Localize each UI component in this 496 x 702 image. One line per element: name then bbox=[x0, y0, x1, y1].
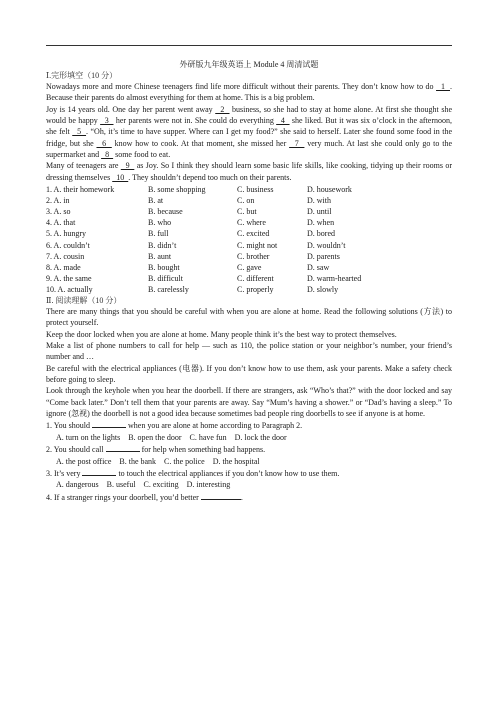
option-cell: C. brother bbox=[237, 251, 270, 261]
option-cell: 3. A. so bbox=[46, 207, 71, 217]
blank-7: 7 bbox=[289, 138, 305, 148]
option-cell: D. slowly bbox=[307, 284, 339, 294]
option-row bbox=[46, 251, 417, 262]
answer-blank bbox=[201, 491, 241, 500]
option-cell: 6. A. couldn’t bbox=[46, 240, 90, 250]
option-cell: 2. A. in bbox=[46, 196, 70, 206]
blank-9: 9 bbox=[120, 161, 135, 171]
option-row bbox=[46, 240, 417, 251]
reading-paragraph: Make a list of phone numbers to call for help — such as 110, the police station or your neighbor’s number, your friend’s number and … bbox=[46, 341, 452, 362]
option-row bbox=[46, 262, 417, 273]
option-cell: 9. A. the same bbox=[46, 273, 92, 283]
option-cell: C. business bbox=[237, 185, 274, 195]
cloze-paragraph-3: Many of teenagers are 9 as Joy. So I think they should learn some basic life skills, like cooking, tidying up their rooms or dressing themselves 10 . They shouldn’t depend too much on their parents. bbox=[46, 161, 453, 182]
option-cell: B. at bbox=[148, 196, 164, 206]
option-cell: C. gave bbox=[237, 262, 262, 272]
cloze-options-table bbox=[46, 184, 417, 295]
option-cell: B. didn’t bbox=[148, 240, 177, 250]
option-row bbox=[46, 273, 417, 284]
header-rule bbox=[46, 45, 452, 46]
cloze-paragraph-2: Joy is 14 years old. One day her parent went away 2 business, so she had to stay at home alone. At first she thought she would be happy 3 her parents were not in. She could do everything 4 she liked. But it was six o’clock in the afternoon, she felt 5 . “Oh, it’s time to have supper. Where can I get my food?” she said to herself. Later she found some food in the fridge, but she 6 know how to cook. At that moment, she missed her 7 very much. At last she could only go to the supermarket and 8 some food to eat. bbox=[46, 104, 453, 160]
option-cell: D. with bbox=[307, 196, 331, 206]
section-1-heading: Ⅰ.完形填空（10 分） bbox=[46, 71, 118, 80]
option-row bbox=[46, 217, 417, 228]
option-cell: B. bought bbox=[148, 262, 180, 272]
reading-paragraph: There are many things that you should be careful with when you are alone at home. Read the following solutions (方法) to protect yourself. bbox=[46, 307, 452, 328]
reading-paragraph: Look through the keyhole when you hear the doorbell. If there are strangers, ask “Who’s that?” with the door locked and say “Come back later.” Don’t tell them that your parents are away. Say “Mum’s having a shower.” or “Dad’s having a sleep.” To ignore (忽视) the doorbell is not a good idea because sometimes bad people ring doorbells to see if anyone is at home. bbox=[46, 386, 452, 419]
question-3: 3. It’s very to touch the electrical appliances if you don’t know how to use them. bbox=[46, 468, 340, 478]
option-cell: B. some shopping bbox=[148, 185, 206, 195]
option-cell: 10. A. actually bbox=[46, 284, 93, 294]
option-row bbox=[46, 195, 417, 206]
option-row bbox=[46, 284, 417, 295]
question-2-options: A. the post office B. the bank C. the police D. the hospital bbox=[56, 456, 260, 466]
option-cell: 1. A. their homework bbox=[46, 185, 115, 195]
blank-4: 4 bbox=[276, 116, 290, 126]
option-cell: C. on bbox=[237, 196, 255, 206]
option-cell: 4. A. that bbox=[46, 218, 76, 228]
question-4: 4. If a stranger rings your doorbell, you’d better . bbox=[46, 492, 243, 502]
option-row bbox=[46, 206, 417, 217]
option-cell: B. difficult bbox=[148, 273, 183, 283]
page-title: 外研版九年级英语上 Module 4 周清试题 bbox=[179, 60, 319, 69]
blank-6: 6 bbox=[96, 138, 112, 148]
blank-1: 1 bbox=[436, 82, 450, 91]
cloze-paragraph-1: Nowadays more and more Chinese teenagers find life more difficult without their parents. They don’t know how to do 1 . Because their parents do almost everything for them at home. This is a big problem. bbox=[46, 82, 452, 103]
option-cell: 8. A. made bbox=[46, 262, 81, 272]
option-cell: D. saw bbox=[307, 262, 330, 272]
section-2-heading: Ⅱ. 阅读理解（10 分） bbox=[46, 296, 122, 306]
answer-blank bbox=[106, 443, 140, 452]
option-cell: D. when bbox=[307, 218, 335, 228]
blank-10: 10 bbox=[112, 172, 129, 182]
option-cell: D. housework bbox=[307, 185, 352, 195]
blank-8: 8 bbox=[101, 150, 114, 160]
reading-paragraph: Keep the door locked when you are alone at home. Many people think it’s the best way to protect themselves. bbox=[46, 329, 397, 339]
option-cell: D. bored bbox=[307, 229, 335, 239]
option-row bbox=[46, 228, 417, 239]
question-1-options: A. turn on the lights B. open the door C. have fun D. lock the door bbox=[56, 432, 287, 442]
option-cell: 5. A. hungry bbox=[46, 229, 86, 239]
option-cell: D. wouldn’t bbox=[307, 240, 346, 250]
document-page bbox=[46, 0, 452, 503]
option-cell: C. different bbox=[237, 273, 274, 283]
blank-3: 3 bbox=[100, 116, 114, 126]
option-cell: B. because bbox=[148, 207, 183, 217]
option-cell: D. warm-hearted bbox=[307, 273, 362, 283]
reading-paragraph: Be careful with the electrical appliances (电器). If you don’t know how to use them, ask your parents. Make a safety check before going to sleep. bbox=[46, 363, 452, 385]
answer-blank bbox=[92, 419, 126, 428]
option-cell: B. full bbox=[148, 229, 169, 239]
option-cell: C. properly bbox=[237, 284, 274, 294]
option-row bbox=[46, 184, 417, 195]
option-cell: B. aunt bbox=[148, 251, 172, 261]
question-2: 2. You should call for help when something bad happens. bbox=[46, 445, 266, 455]
option-cell: C. might not bbox=[237, 240, 278, 250]
question-3-options: A. dangerous B. useful C. exciting D. interesting bbox=[56, 480, 231, 490]
answer-blank bbox=[82, 467, 116, 476]
option-cell: 7. A. cousin bbox=[46, 251, 85, 261]
option-cell: D. parents bbox=[307, 251, 340, 261]
option-cell: C. where bbox=[237, 218, 266, 228]
blank-5: 5 bbox=[72, 127, 87, 137]
option-cell: C. but bbox=[237, 207, 257, 217]
option-cell: D. until bbox=[307, 207, 332, 217]
question-1: 1. You should when you are alone at home according to Paragraph 2. bbox=[46, 421, 303, 431]
option-cell: B. carelessly bbox=[148, 284, 189, 294]
blank-2: 2 bbox=[215, 104, 230, 114]
option-cell: B. who bbox=[148, 218, 172, 228]
option-cell: C. excited bbox=[237, 229, 270, 239]
